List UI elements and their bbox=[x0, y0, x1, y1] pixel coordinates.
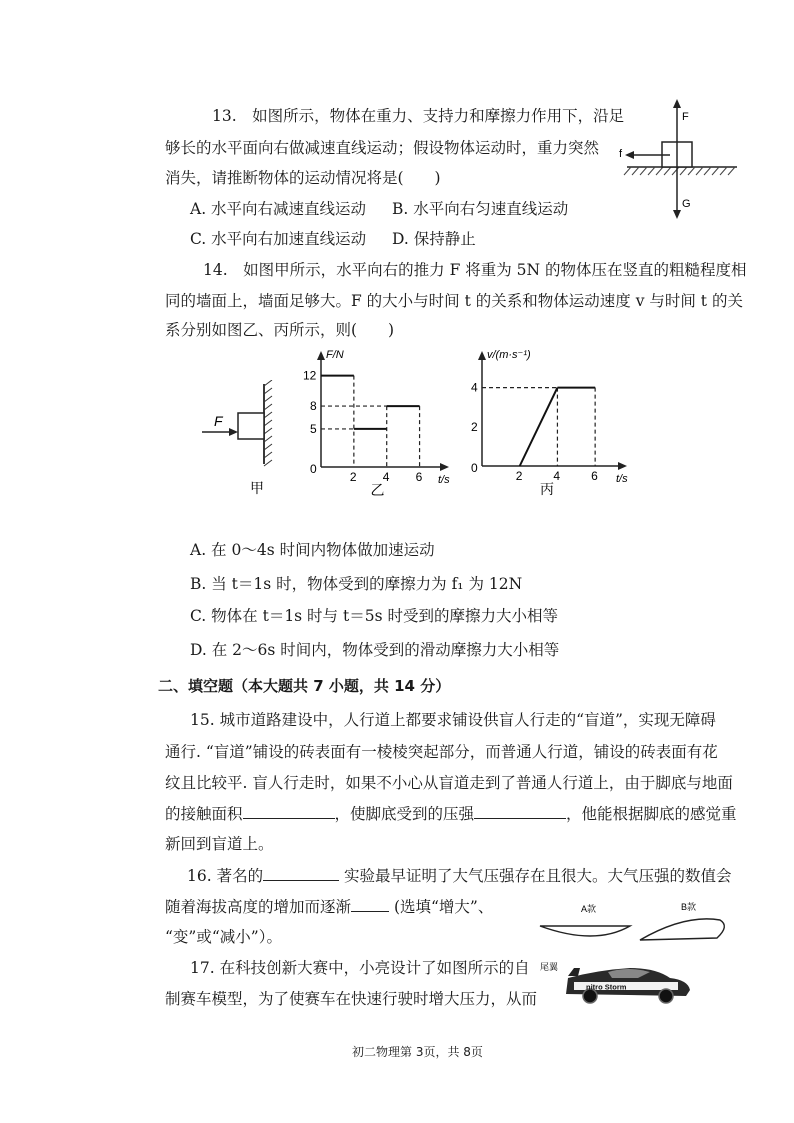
wing-b-label: B款 bbox=[681, 902, 697, 912]
q17-line-1: 17. 在科技创新大赛中，小亮设计了如图所示的自 bbox=[190, 959, 530, 977]
q16-line-1-b: 实验最早证明了大气压强存在且很大。大气压强的数值会 bbox=[344, 867, 732, 885]
q14-option-d: D. 在 2～6s 时间内，物体受到的滑动摩擦力大小相等 bbox=[190, 641, 560, 659]
x-tick-label: 2 bbox=[349, 470, 357, 484]
car-decal-text: nitro Storm bbox=[586, 982, 627, 992]
q16-line-1-a: 16. 著名的 bbox=[187, 867, 264, 885]
x-tick-label: 6 bbox=[591, 469, 598, 483]
wing-a-label: A款 bbox=[581, 904, 597, 914]
q16-line-2 bbox=[165, 895, 493, 917]
race-car bbox=[566, 968, 690, 1003]
q14-option-a: A. 在 0～4s 时间内物体做加速运动 bbox=[190, 541, 435, 559]
q15-blank-1[interactable] bbox=[243, 802, 335, 819]
wing-b-shape bbox=[640, 919, 724, 940]
q13-option-c: C. 水平向右加速直线运动 bbox=[190, 230, 367, 248]
x-axis-arrow bbox=[440, 463, 449, 471]
origin-label: 0 bbox=[471, 461, 478, 475]
q13-option-b: B. 水平向右匀速直线运动 bbox=[392, 200, 569, 218]
q14-option-b: B. 当 t＝1s 时，物体受到的摩擦力为 f₁ 为 12N bbox=[190, 575, 523, 593]
chart-yi bbox=[300, 346, 450, 496]
force-label: F bbox=[214, 413, 223, 429]
q15-blank-2[interactable] bbox=[474, 802, 566, 819]
y-tick-label: 4 bbox=[471, 380, 478, 395]
q14-line-3: 系分别如图乙、丙所示，则( ) bbox=[165, 321, 395, 339]
q13-line-3: 消失，请推断物体的运动情况将是( ) bbox=[165, 169, 441, 187]
q13-line-2: 够长的水平面向右做减速直线运动；假设物体运动时，重力突然 bbox=[165, 139, 600, 157]
q16-line-2-b: (选填“增大”、 bbox=[393, 898, 494, 916]
x-tick-label: 2 bbox=[515, 469, 523, 483]
chart-bing bbox=[462, 346, 642, 496]
y-axis-arrow bbox=[317, 351, 325, 360]
origin-label: 0 bbox=[310, 462, 317, 476]
q15-line-2: 通行. “盲道”铺设的砖表面有一棱棱突起部分，而普通人行道，铺设的砖表面有花 bbox=[165, 743, 718, 761]
x-axis-label: t/s bbox=[616, 473, 628, 485]
tail-wing-label: 尾翼 bbox=[540, 962, 559, 972]
y-tick-label: 2 bbox=[471, 419, 478, 434]
wing-shapes-figure bbox=[535, 900, 745, 946]
fig-jia bbox=[200, 380, 290, 495]
page-footer: 初二物理第 3页，共 8页 bbox=[352, 1045, 483, 1059]
q16-line-2-a: 随着海拔高度的增加而逐渐 bbox=[165, 898, 352, 916]
label-f-left: f bbox=[619, 148, 623, 160]
q13-option-a: A. 水平向右减速直线运动 bbox=[190, 200, 367, 218]
q15-line-3: 纹且比较平. 盲人行走时，如果不小心从盲道走到了普通人行道上，由于脚底与地面 bbox=[165, 774, 733, 792]
x-axis-label: t/s bbox=[438, 474, 450, 486]
y-tick-label: 5 bbox=[310, 421, 317, 436]
chart-caption: 乙 bbox=[370, 482, 385, 496]
q13-option-d: D. 保持静止 bbox=[392, 230, 476, 248]
chart-caption: 丙 bbox=[540, 481, 554, 496]
q15-line-4-c: ，他能根据脚底的感觉重 bbox=[566, 805, 737, 823]
q16-blank-2[interactable] bbox=[351, 895, 389, 912]
x-tick-label: 6 bbox=[415, 470, 423, 484]
y-axis-arrow bbox=[478, 351, 486, 360]
wing-a-shape bbox=[540, 926, 630, 936]
q17-line-2: 制赛车模型，为了使赛车在快速行驶时增大压力，从而 bbox=[165, 990, 538, 1008]
section-heading: 二、填空题（本大题共 7 小题，共 14 分） bbox=[158, 677, 451, 695]
label-f-up: F bbox=[682, 111, 689, 123]
q13-line-1: 13. 如图所示，物体在重力、支持力和摩擦力作用下，沿足 bbox=[212, 107, 625, 125]
q16-line-1 bbox=[187, 864, 732, 886]
q16-blank-1[interactable] bbox=[263, 864, 339, 881]
q15-line-4 bbox=[165, 802, 737, 824]
q16-line-3: “变”或“减小”）。 bbox=[165, 928, 282, 946]
q15-line-5: 新回到盲道上。 bbox=[165, 835, 274, 853]
y-axis-label: F/N bbox=[326, 349, 344, 361]
q14-line-1: 14. 如图甲所示，水平向右的推力 F 将重为 5N 的物体压在竖直的粗糙程度相 bbox=[203, 261, 747, 279]
wall-hatching bbox=[264, 380, 272, 466]
q15-line-1: 15. 城市道路建设中，人行道上都要求铺设供盲人行走的“盲道”，实现无障碍 bbox=[190, 711, 716, 729]
x-axis-arrow bbox=[618, 462, 627, 470]
y-tick-label: 8 bbox=[310, 399, 317, 414]
q14-line-2: 同的墙面上，墙面足够大。F 的大小与时间 t 的关系和物体运动速度 v 与时间 t 的关 bbox=[165, 292, 743, 310]
race-car-figure bbox=[538, 956, 696, 1006]
x-tick-label: 4 bbox=[553, 469, 561, 483]
q15-line-4-a: 的接触面积 bbox=[165, 805, 243, 823]
y-axis-label: v/(m·s⁻¹) bbox=[487, 349, 531, 361]
block bbox=[238, 413, 264, 439]
ground-hatching bbox=[624, 167, 735, 175]
q13-force-diagram bbox=[615, 95, 745, 225]
y-tick-label: 12 bbox=[303, 368, 317, 383]
label-g: G bbox=[682, 198, 691, 210]
series-segment bbox=[520, 388, 558, 466]
x-tick-label: 4 bbox=[382, 470, 390, 484]
caption-jia: 甲 bbox=[250, 480, 264, 495]
q15-line-4-b: ，使脚底受到的压强 bbox=[334, 805, 475, 823]
q14-option-c: C. 物体在 t＝1s 时与 t＝5s 时受到的摩擦力大小相等 bbox=[190, 607, 558, 625]
